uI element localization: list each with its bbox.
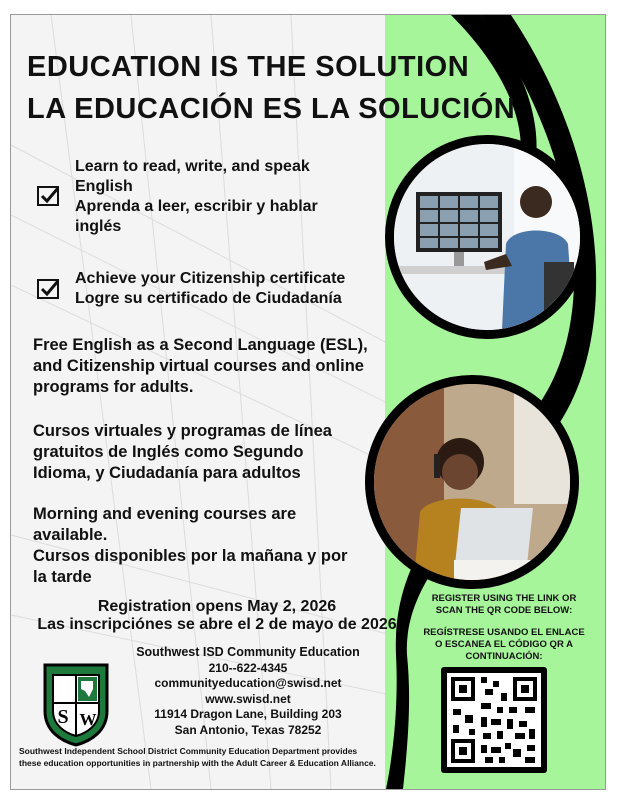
paragraph-schedule xyxy=(33,504,347,588)
item-learn-line2: English xyxy=(75,178,133,195)
contact-org: Southwest ISD Community Education xyxy=(136,645,360,659)
photo-online-learning xyxy=(365,375,579,589)
para2-line: Cursos virtuales y programas de línea xyxy=(33,422,332,440)
svg-text:S: S xyxy=(57,706,69,728)
item-citizenship xyxy=(75,269,345,309)
contact-address1: 11914 Dragon Lane, Building 203 xyxy=(154,707,342,721)
register-es-line: REGÍSTRESE USANDO EL ENLACE xyxy=(423,627,585,638)
para3-line: Cursos disponibles por la mañana y por xyxy=(33,547,348,565)
para3-line: Morning and evening courses are xyxy=(33,505,297,523)
flyer xyxy=(10,14,606,790)
title-english: EDUCATION IS THE SOLUTION xyxy=(27,51,470,83)
checkbox-icon xyxy=(37,186,59,206)
contact-phone: 210--622-4345 xyxy=(208,660,288,675)
item-citizenship-line1: Achieve your Citizenship certificate xyxy=(75,270,346,287)
contact-address2: San Antonio, Texas 78252 xyxy=(174,722,322,737)
contact-email[interactable]: communityeducation@swisd.net xyxy=(154,676,342,690)
para3-line: la tarde xyxy=(33,568,92,586)
title-spanish: LA EDUCACIÓN ES LA SOLUCIÓN xyxy=(27,93,516,125)
register-es-line: CONTINUACIÓN: xyxy=(465,651,543,662)
contact-block xyxy=(113,645,383,738)
item-learn-line1: Learn to read, write, and speak xyxy=(75,158,310,175)
para1-line: and Citizenship virtual courses and online xyxy=(33,357,364,375)
paragraph-esl-spanish xyxy=(33,421,332,484)
item-citizenship-line2: Logre su certificado de Ciudadanía xyxy=(75,290,342,307)
item-learn-line3: Aprenda a leer, escribir y hablar xyxy=(75,198,318,215)
footer-note xyxy=(19,745,389,769)
contact-website[interactable]: www.swisd.net xyxy=(205,691,291,706)
para1-line: Free English as a Second Language (ESL), xyxy=(33,336,368,354)
item-learn xyxy=(75,157,318,237)
register-es-line: O ESCANEA EL CÓDIGO QR A xyxy=(435,639,573,650)
para2-line: Idioma, y Ciudadanía para adultos xyxy=(33,464,301,482)
registration-english: Registration opens May 2, 2026 xyxy=(97,598,337,615)
register-en-line: REGISTER USING THE LINK OR xyxy=(431,593,577,604)
checkbox-icon xyxy=(37,279,59,299)
registration-spanish: Las inscripciónes se abre el 2 de mayo de 2026 xyxy=(37,616,397,633)
para2-line: gratuitos de Inglés como Segundo xyxy=(33,443,304,461)
footer-line: these education opportunities in partnership with the Adult Career & Education Alliance. xyxy=(19,758,376,768)
register-en-line: SCAN THE QR CODE BELOW: xyxy=(435,605,573,616)
register-english xyxy=(409,593,599,617)
paragraph-esl-english xyxy=(33,335,368,398)
para3-line: available. xyxy=(33,526,108,544)
photo-video-call xyxy=(385,135,589,339)
svg-text:W: W xyxy=(79,710,97,729)
district-logo-icon xyxy=(41,661,111,747)
footer-line: Southwest Independent School District Community Education Department provides xyxy=(19,746,358,756)
para1-line: programs for adults. xyxy=(33,378,194,396)
qr-code-icon[interactable] xyxy=(441,667,547,773)
item-learn-line4: inglés xyxy=(75,218,122,235)
register-spanish xyxy=(409,627,599,663)
